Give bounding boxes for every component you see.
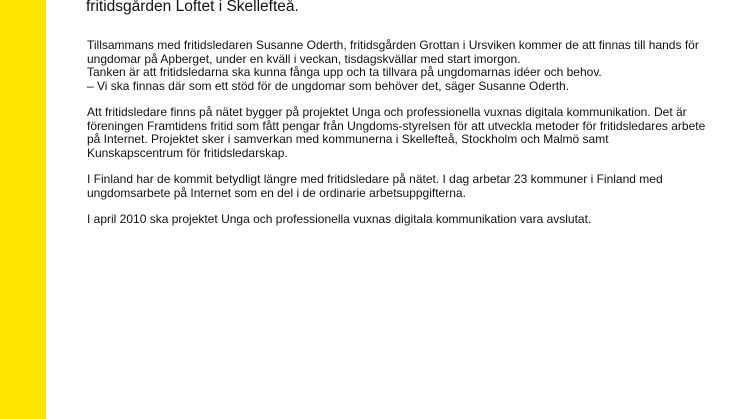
- paragraph-intro: Tillsammans med fritidsledaren Susanne Oderth, fritidsgården Grottan i Ursviken kommer de att finnas till hands för ungdomar på Apberget, under en kväll i veckan, tisdagskvällar med start imorgon.: [87, 38, 699, 66]
- paragraph-idea: Tanken är att fritidsledarna ska kunna fånga upp och ta tillvara på ungdomarnas idéer och behov.: [87, 65, 602, 79]
- paragraph-finland: I Finland har de kommit betydligt längre med fritidsledare på nätet. I dag arbetar 23 kommuner i Finland med ungdomsarbete på Internet som en del i de ordinarie arbetsuppgifterna.: [87, 172, 663, 200]
- yellow-side-bar: [0, 0, 46, 419]
- paragraph-quote: – Vi ska finnas där som ett stöd för de ungdomar som behöver det, säger Susanne Oderth.: [87, 78, 570, 93]
- article-body: [87, 39, 707, 227]
- paragraph-project: Att fritidsledare finns på nätet bygger på projektet Unga och professionella vuxnas digitala kommunikation. Det är föreningen Framtidens fritid som fått pengar från Ungdoms-styrelsen för att utveckla metoder för fritidsledares arbete på Internet. Projektet sker i samverkan med kommunerna i Skellefteå, Stockholm och Malmö samt Kunskapscentrum för fritidsledarskap.: [87, 105, 706, 160]
- article-heading-tail: fritidsgården Loftet i Skellefteå.: [86, 0, 299, 15]
- paragraph-end: I april 2010 ska projektet Unga och professionella vuxnas digitala kommunikation vara avslutat.: [87, 212, 592, 226]
